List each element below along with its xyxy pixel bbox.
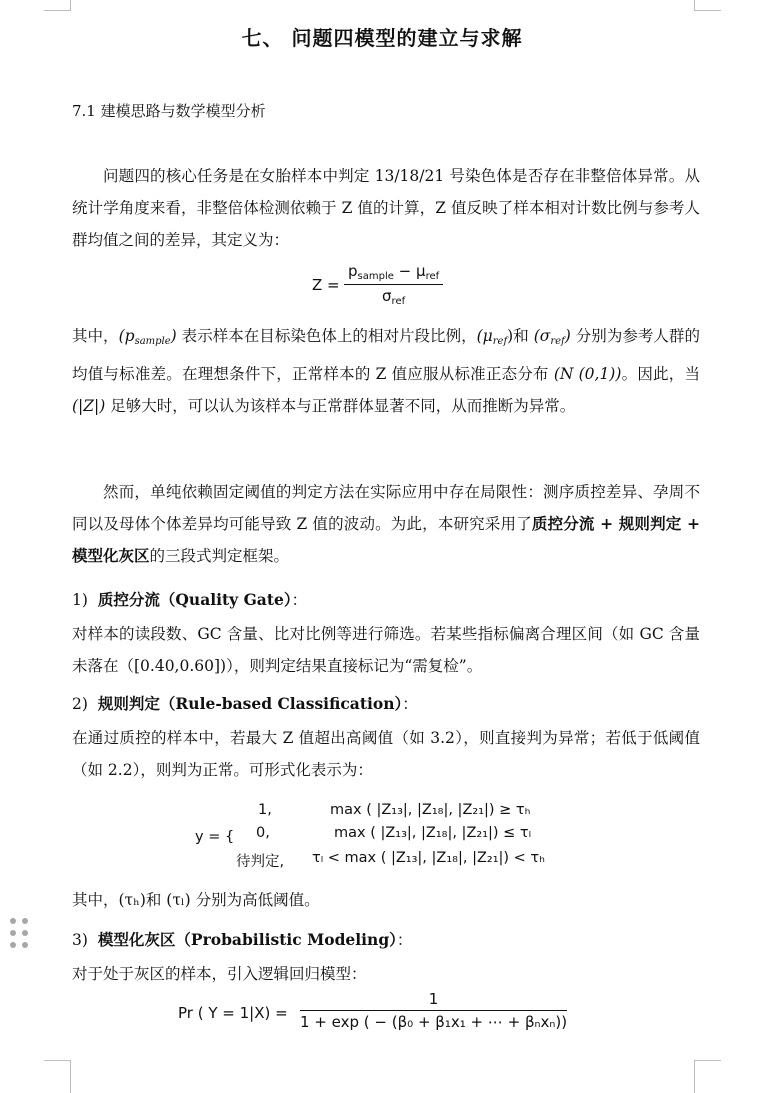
- chapter-title: 七、 问题四模型的建立与求解: [241, 26, 523, 50]
- crop-mark-top-right: [694, 0, 721, 11]
- list-item-rule-based: 2) 规则判定（Rule-based Classification）：: [72, 694, 418, 713]
- crop-mark-bottom-left: [44, 1060, 71, 1093]
- eq1-fraction: $p_{sample} - \mu_{ref}$ $\sigma_{ref}$: [344, 262, 443, 307]
- cases-lhs: y = {: [195, 829, 235, 845]
- case-3-condition: τₗ < max ( |Z₁₃|, |Z₁₈|, |Z₂₁|) < τₕ: [312, 850, 546, 866]
- paragraph-rule-based: 在通过质控的样本中，若最大 Z 值超出高阈值（如 3.2），则直接判为异常；若低于低阈值（如 2.2），则判为正常。可形式化表示为：: [72, 729, 700, 779]
- eq2-lhs: Pr ( Y = 1|X) =: [178, 1004, 288, 1022]
- case-1-value: 1,: [258, 802, 272, 818]
- case-2-value: 0,: [256, 825, 270, 841]
- paragraph-thresholds: 其中，(τₕ)和 (τₗ) 分别为高低阈值。: [72, 891, 320, 909]
- z-score-equation: [300, 262, 500, 314]
- paragraph-quality-gate: 对样本的读段数、GC 含量、比对比例等进行筛选。若某些指标偏离合理区间（如 GC 含量未落在（[0.40,0.60])），则判定结果直接标记为“需复检”。: [72, 625, 700, 675]
- eq1-lhs: Z =: [312, 276, 340, 294]
- crop-mark-top-left: [44, 0, 71, 11]
- crop-mark-bottom-right: [694, 1060, 721, 1093]
- list-item-probabilistic: 3) 模型化灰区（Probabilistic Modeling）：: [72, 930, 413, 949]
- section-heading: 7.1 建模思路与数学模型分析: [72, 102, 266, 120]
- case-1-condition: max ( |Z₁₃|, |Z₁₈|, |Z₂₁|) ≥ τₕ: [330, 802, 531, 818]
- eq2-fraction: 1 1 + exp ( − (β₀ + β₁x₁ + ⋯ + βₙxₙ)): [300, 990, 568, 1031]
- list-item-quality-gate: 1) 质控分流（Quality Gate）：: [72, 590, 308, 609]
- paragraph-framework: 然而，单纯依赖固定阈值的判定方法在实际应用中存在局限性：测序质控差异、孕周不同以及母体个体差异均可能导致 Z 值的波动。为此，本研究采用了质控分流 + 规则判定 + 模型化灰区的三段式判定框架。: [72, 483, 700, 565]
- logistic-equation: [178, 990, 598, 1040]
- case-2-condition: max ( |Z₁₃|, |Z₁₈|, |Z₂₁|) ≤ τₗ: [334, 825, 532, 841]
- paragraph-definitions: 其中，$(p_{sample})$ 表示样本在目标染色体上的相对片段比例，$(\mu_{ref})$和 $(\sigma_{ref})$ 分别为参考人群的均值与标准差。在理想条件下，正常样本的 Z 值应服从标准正态分布 (N (0,1))。因此，当 (|Z|) 足够大时，可以认为该样本与正常群体显著不同，从而推断为异常。: [72, 327, 700, 415]
- paragraph-intro: 问题四的核心任务是在女胎样本中判定 13/18/21 号染色体是否存在非整倍体异常。从统计学角度来看，非整倍体检测依赖于 Z 值的计算，Z 值反映了样本相对计数比例与参考人群均值之间的差异，其定义为：: [72, 167, 700, 249]
- paragraph-logistic-intro: 对于处于灰区的样本，引入逻辑回归模型：: [72, 965, 367, 983]
- case-3-value: 待判定,: [236, 854, 285, 870]
- drag-handle-icon[interactable]: [10, 918, 32, 950]
